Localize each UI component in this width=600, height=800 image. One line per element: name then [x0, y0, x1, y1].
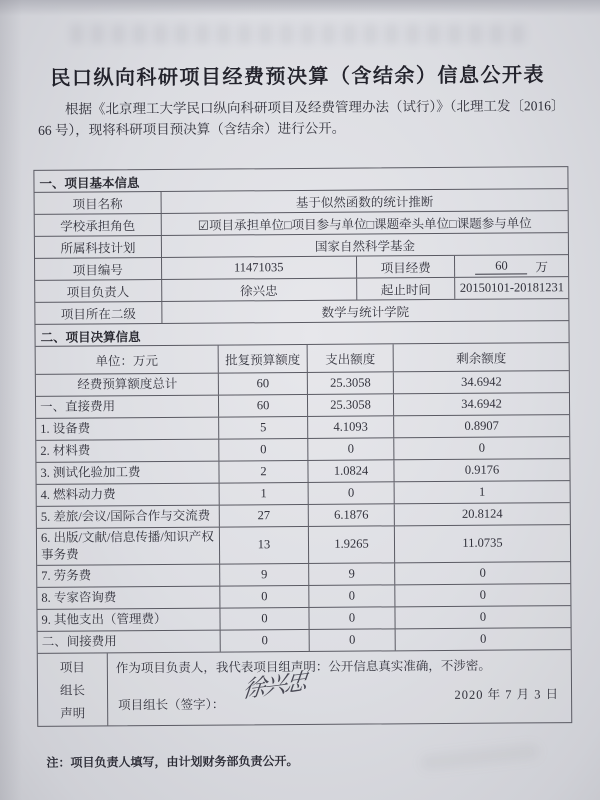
budget-row — [37, 525, 570, 565]
budget-row-approved: 5 — [219, 417, 308, 439]
budget-row-spent: 1.9265 — [309, 526, 395, 562]
budget-row-approved: 60 — [219, 373, 308, 395]
page-title: 民口纵向科研项目经费预决算（含结余）信息公开表 — [50, 64, 546, 90]
footnote: 注：项目负责人填写，由计划财务部负责公开。 — [46, 754, 299, 770]
budget-row-approved: 0 — [220, 586, 309, 608]
budget-row-approved: 60 — [219, 395, 308, 417]
budget-row-spent: 0 — [308, 438, 394, 460]
budget-row-label: 3. 测试化验加工费 — [36, 462, 219, 484]
budget-row-spent: 0 — [310, 629, 396, 651]
budget-row-spent: 6.1876 — [309, 504, 395, 526]
project-number-label: 项目编号 — [35, 258, 162, 280]
budget-row-label: 5. 差旅/会议/国际合作与交流费 — [37, 506, 220, 528]
leader-declaration-block — [38, 650, 571, 726]
budget-row-approved: 13 — [220, 527, 309, 563]
declaration-content — [108, 650, 571, 725]
budget-row-label: 9. 其他支出（管理费） — [37, 608, 220, 630]
budget-row-label: 2. 材料费 — [36, 440, 219, 462]
budget-row-approved: 0 — [220, 608, 309, 630]
budget-row-remaining: 0.9176 — [464, 462, 500, 477]
form-table — [33, 166, 572, 726]
budget-header-approved: 批复预算额度 — [219, 345, 308, 373]
budget-row-remaining: 0 — [478, 440, 486, 455]
project-number-value: 11471035 — [162, 257, 357, 279]
budget-row-approved: 2 — [219, 461, 308, 483]
budget-row-remaining: 34.6942 — [461, 374, 502, 389]
duration-label: 起止时间 — [357, 278, 456, 300]
budget-header-spent: 支出额度 — [308, 344, 394, 372]
declaration-side-line: 声明 — [60, 706, 86, 721]
intro-paragraph: 根据《北京理工大学民口纵向科研项目及经费管理办法（试行）》（北理工发〔2016〕66 号），现将科研项目预决算（含结余）进行公开。 — [38, 98, 558, 138]
declaration-date: 2020 年 7 月 3 日 — [454, 686, 560, 702]
school-role-checkboxes: ☑项目承担单位□项目参与单位□课题牵头单位□课题参与单位 — [197, 215, 532, 233]
budget-row-approved: 27 — [220, 505, 309, 527]
budget-row-remaining: 0 — [479, 609, 487, 624]
project-funds-value — [455, 255, 568, 277]
funds-unit: 万 — [535, 259, 549, 274]
budget-row-spent: 25.3058 — [308, 394, 394, 416]
budget-row-remaining: 0 — [479, 587, 487, 602]
budget-row-spent: 0 — [309, 607, 395, 629]
project-name-value: 基于似然函数的统计推断 — [295, 194, 434, 210]
budget-header-remaining: 剩余额度 — [456, 351, 507, 366]
program-value: 国家自然科学基金 — [314, 238, 415, 254]
budget-row-remaining: 0.8907 — [464, 418, 499, 433]
budget-row-label: 4. 燃料动力费 — [37, 484, 220, 506]
budget-row-label: 二、间接费用 — [38, 630, 221, 652]
budget-row-spent: 1.0824 — [308, 460, 394, 482]
project-funds-label: 项目经费 — [357, 256, 456, 278]
budget-row-approved: 1 — [220, 483, 309, 505]
budget-row-label: 8. 专家咨询费 — [37, 586, 220, 608]
budget-row-label: 一、直接费用 — [36, 396, 219, 418]
project-leader-label: 项目负责人 — [35, 280, 162, 302]
budget-row-approved: 0 — [219, 439, 308, 461]
budget-header-unit: 单位：万元 — [36, 346, 219, 374]
budget-row-approved: 9 — [220, 564, 309, 586]
funds-amount: 60 — [475, 258, 527, 274]
signature-field-label: 项目组长（签字）： — [118, 697, 225, 713]
budget-row-label: 6. 出版/文献/信息传播/知识产权事务费 — [37, 528, 220, 565]
declaration-side-line: 组长 — [59, 683, 86, 698]
school-role-label: 学校承担角色 — [35, 214, 162, 236]
budget-rows — [36, 371, 571, 653]
budget-row-remaining: 34.6942 — [461, 396, 502, 411]
budget-row-spent: 4.1093 — [308, 416, 394, 438]
budget-row-label: 7. 劳务费 — [37, 564, 220, 586]
school-unit-label: 项目所在二级 — [35, 302, 162, 324]
budget-row-spent: 0 — [309, 482, 395, 504]
budget-row-remaining: 0 — [479, 565, 486, 580]
duration-value: 20150101-20181231 — [459, 280, 565, 295]
budget-table-header-row — [36, 343, 569, 375]
budget-row-remaining: 0 — [479, 631, 487, 646]
declaration-side-label — [38, 653, 109, 725]
budget-row-approved: 0 — [221, 630, 310, 652]
budget-row-spent: 25.3058 — [308, 372, 394, 394]
handwritten-signature: 徐兴忠 — [241, 668, 307, 703]
project-leader-value: 徐兴忠 — [162, 279, 357, 301]
project-name-label: 项目名称 — [35, 192, 162, 214]
budget-row-remaining: 1 — [478, 484, 486, 499]
section-budget-header: 二、项目决算信息 — [35, 321, 568, 347]
budget-row-label: 经费预算额度总计 — [36, 374, 219, 396]
section-basic-info-header: 一、项目基本信息 — [34, 167, 567, 193]
budget-row-remaining: 20.8124 — [461, 506, 503, 521]
declaration-side-line: 项目 — [59, 660, 85, 675]
budget-row-label: 1. 设备费 — [36, 418, 219, 440]
budget-row-spent: 0 — [309, 585, 395, 607]
program-label: 所属科技计划 — [35, 236, 162, 258]
declaration-statement: 作为项目负责人，我代表项目组声明：公开信息真实准确，不涉密。 — [115, 658, 491, 676]
school-unit-value: 数学与统计学院 — [321, 304, 410, 320]
budget-row-spent: 9 — [309, 563, 395, 585]
budget-row-remaining: 11.0735 — [462, 535, 503, 551]
